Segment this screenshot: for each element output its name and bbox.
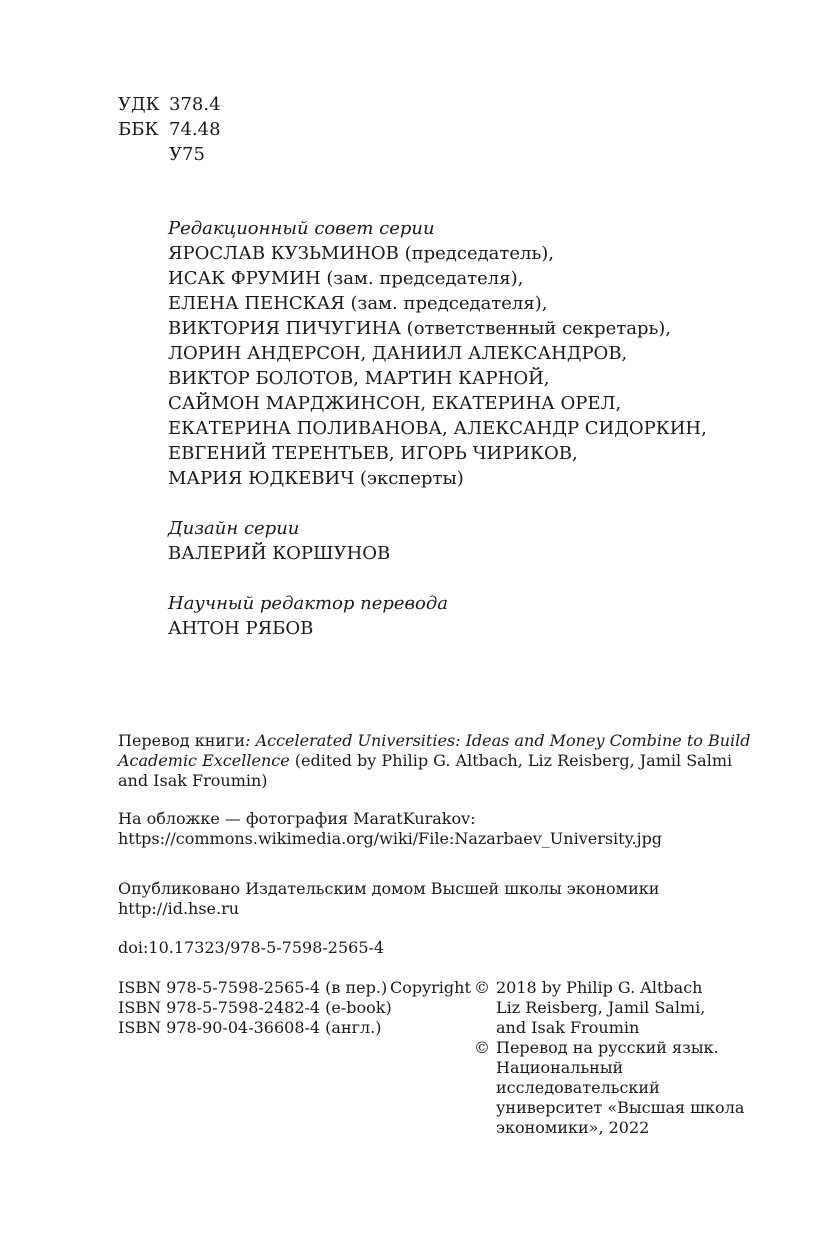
isbn-line: ISBN 978-90-04-36608-4 (англ.)	[118, 1018, 382, 1037]
bbk-label: ББК	[118, 119, 159, 140]
cover-credit	[118, 809, 662, 849]
publisher-line: Опубликовано Издательским домом Высшей школы экономики	[118, 879, 660, 898]
author-mark: У75	[169, 144, 205, 165]
copyright-original-line: Liz Reisberg, Jamil Salmi,	[496, 998, 706, 1017]
council-member-line: ЛОРИН АНДЕРСОН, ДАНИИЛ АЛЕКСАНДРОВ,	[168, 343, 628, 364]
udk-row	[118, 92, 221, 117]
translation-prefix: Перевод книги	[118, 731, 246, 750]
original-title-line-2: Academic Excellence	[118, 751, 290, 770]
copyright-translation-line: университет «Высшая школа	[496, 1098, 745, 1117]
copyright-original-line: and Isak Froumin	[496, 1018, 640, 1037]
copyright-translation-line: исследовательский	[496, 1078, 660, 1097]
original-title-line-1: : Accelerated Universities: Ideas and Money Combine to Build	[245, 731, 751, 750]
bbk-value: 74.48	[169, 119, 221, 140]
design-heading: Дизайн серии	[168, 518, 300, 539]
council-member-line: ВИКТОР БОЛОТОВ, МАРТИН КАРНОЙ,	[168, 368, 550, 389]
cover-credit-line: На обложке — фотография MaratKurakov:	[118, 809, 476, 828]
author-mark-row	[118, 142, 221, 167]
copyright-symbol: ©	[474, 1038, 490, 1057]
bbk-row	[118, 117, 221, 142]
council-member-line: ЯРОСЛАВ КУЗЬМИНОВ (председатель),	[168, 243, 555, 264]
scientific-editor	[168, 591, 448, 641]
classification-codes	[118, 92, 221, 167]
council-member-line: МАРИЯ ЮДКЕВИЧ (эксперты)	[168, 468, 464, 489]
council-member-line: ЕКАТЕРИНА ПОЛИВАНОВА, АЛЕКСАНДР СИДОРКИН,	[168, 418, 707, 439]
editors-line-2: and Isak Froumin)	[118, 771, 268, 790]
copyright-original-line: 2018 by Philip G. Altbach	[496, 978, 703, 997]
editor-heading: Научный редактор перевода	[168, 593, 448, 614]
copyright-translation-line: Перевод на русский язык.	[496, 1038, 719, 1057]
publisher-url: http://id.hse.ru	[118, 899, 240, 918]
copyright-label: Copyright	[390, 978, 471, 997]
editor-name: АНТОН РЯБОВ	[168, 618, 314, 639]
udk-value: 378.4	[169, 94, 221, 115]
udk-label: УДК	[118, 94, 160, 115]
copyright-symbol: ©	[474, 978, 490, 997]
council-member-line: ВИКТОРИЯ ПИЧУГИНА (ответственный секретарь),	[168, 318, 672, 339]
council-heading: Редакционный совет серии	[168, 218, 435, 239]
isbn-line: ISBN 978-5-7598-2565-4 (в пер.)	[118, 978, 388, 997]
council-member-line: ЕВГЕНИЙ ТЕРЕНТЬЕВ, ИГОРЬ ЧИРИКОВ,	[168, 443, 578, 464]
cover-photo-url: https://commons.wikimedia.org/wiki/File:Nazarbaev_University.jpg	[118, 829, 663, 848]
doi: doi:10.17323/978-5-7598-2565-4	[118, 938, 385, 957]
council-member-line: ИСАК ФРУМИН (зам. председателя),	[168, 268, 524, 289]
series-design	[168, 516, 390, 566]
editorial-council	[168, 216, 707, 491]
isbn-line: ISBN 978-5-7598-2482-4 (e-book)	[118, 998, 392, 1017]
council-member-line: ЕЛЕНА ПЕНСКАЯ (зам. председателя),	[168, 293, 548, 314]
publisher-note	[118, 879, 659, 919]
designer-name: ВАЛЕРИЙ КОРШУНОВ	[168, 543, 391, 564]
council-member-line: САЙМОН МАРДЖИНСОН, ЕКАТЕРИНА ОРЕЛ,	[168, 393, 622, 414]
translation-note	[118, 731, 751, 791]
copyright-translation-line: Национальный	[496, 1058, 624, 1077]
copyright-translation-line: экономики», 2022	[496, 1118, 650, 1137]
isbn-list	[118, 978, 392, 1038]
editors-line-1: (edited by Philip G. Altbach, Liz Reisberg, Jamil Salmi	[289, 751, 733, 770]
